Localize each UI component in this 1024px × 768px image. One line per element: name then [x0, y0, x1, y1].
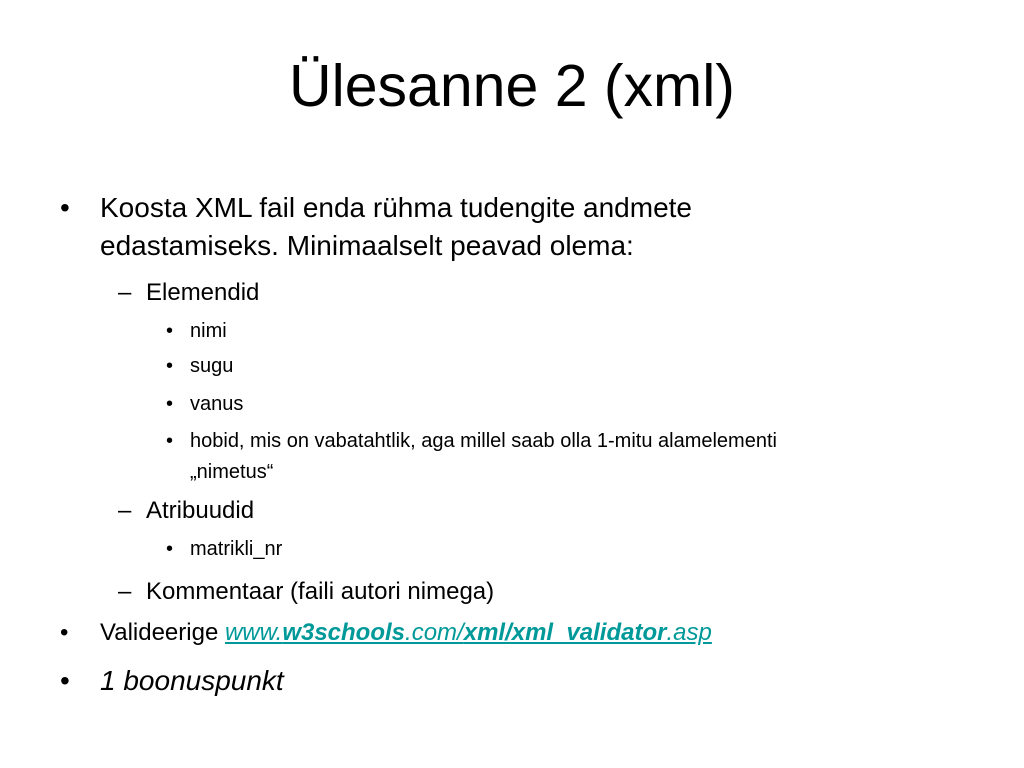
- sub-item-atribuudid: Atribuudid: [146, 497, 255, 524]
- bullet-text-main-line1: Koosta XML fail enda rühma tudengite andmete: [100, 192, 693, 223]
- bullet-marker: •: [166, 320, 174, 342]
- sub-sub-item-nimi: nimi: [190, 320, 227, 342]
- link-part-com: .com/: [405, 619, 464, 646]
- bullet-text-valideerige-row: [100, 618, 712, 648]
- slide-title: Ülesanne 2 (xml): [289, 53, 735, 119]
- bullet-marker: •: [60, 192, 70, 223]
- bullet-marker: •: [166, 538, 174, 560]
- link-part-path: xml/xml_validator: [463, 619, 667, 646]
- bullet-text-bonus: 1 boonuspunkt: [100, 665, 284, 696]
- link-part-www: www.: [224, 619, 283, 646]
- bullet-marker: •: [60, 665, 70, 696]
- bullet-marker: •: [166, 393, 174, 415]
- link-part-asp: .asp: [666, 619, 712, 646]
- bullet-text-main-line2: edastamiseks. Minimaalselt peavad olema:: [100, 230, 634, 261]
- dash-marker: –: [118, 578, 132, 605]
- bullet-marker: •: [60, 619, 69, 646]
- dash-marker: –: [118, 497, 132, 524]
- sub-sub-item-vanus: vanus: [190, 393, 244, 415]
- valideerige-label: Valideerige: [100, 619, 225, 646]
- sub-item-elemendid: Elemendid: [146, 279, 260, 306]
- bullet-marker: •: [166, 430, 174, 452]
- sub-sub-item-hobid-line2: „nimetus“: [190, 461, 274, 483]
- sub-sub-item-matrikli-nr: matrikli_nr: [190, 538, 283, 560]
- sub-sub-item-hobid-line1: hobid, mis on vabatahtlik, aga millel saab olla 1-mitu alamelementi: [190, 430, 777, 452]
- link-part-w3schools: w3schools: [282, 619, 406, 646]
- dash-marker: –: [118, 279, 132, 306]
- sub-item-kommentaar: Kommentaar (faili autori nimega): [146, 578, 495, 605]
- sub-sub-item-sugu: sugu: [190, 355, 234, 377]
- w3schools-validator-link[interactable]: [225, 619, 712, 646]
- bullet-marker: •: [166, 355, 174, 377]
